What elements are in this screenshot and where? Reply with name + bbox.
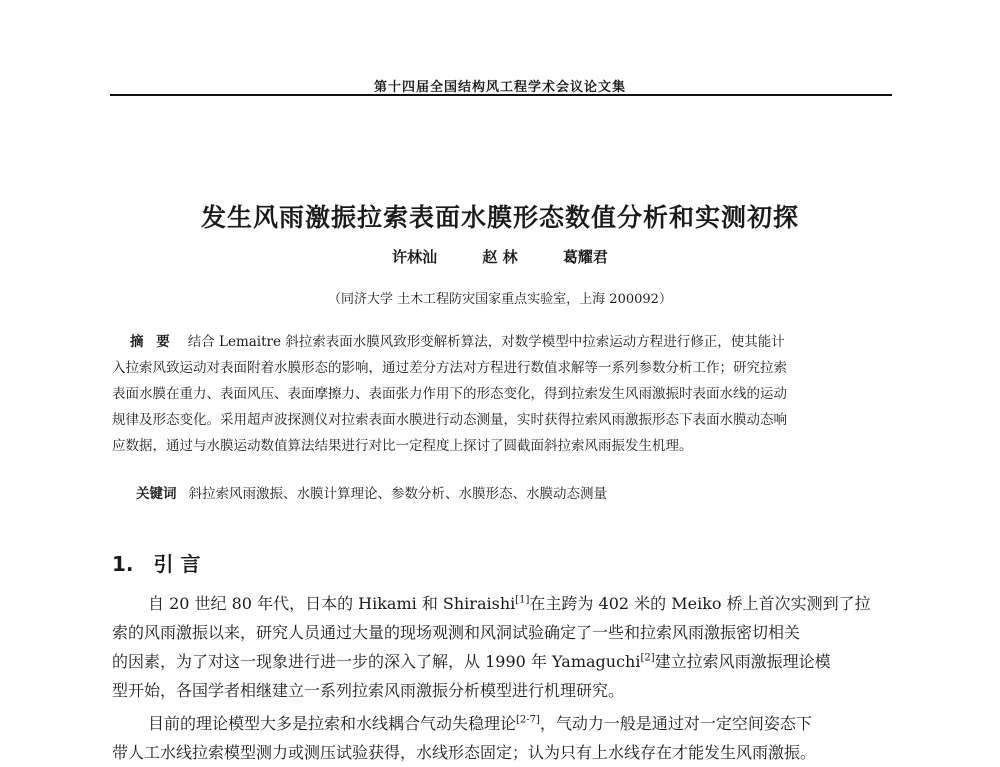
author-1: 许林汕 (392, 248, 438, 266)
author-2: 赵 林 (482, 248, 518, 266)
header-rule (110, 94, 892, 96)
keywords (136, 482, 892, 502)
para1-text: 的因素，为了对这一现象进行进一步的深入了解，从 1990 年 Yamaguchi (112, 652, 641, 671)
abstract (112, 329, 892, 459)
abstract-line-2: 入拉索风致运动对表面附着水膜形态的影响，通过差分方法对方程进行数值求解等一系列参数分析工作；研究拉索 (112, 360, 787, 376)
section-title: 引 言 (153, 552, 201, 576)
para2-text: 目前的理论模型大多是拉索和水线耦合气动失稳理论 (148, 714, 517, 733)
citation: [1] (515, 594, 530, 606)
abstract-text-1: 结合 Lemaitre 斜拉索表面水膜风致形变解析算法，对数学模型中拉索运动方程进行修正，使其能计 (187, 334, 785, 350)
para1-line-1 (112, 589, 892, 618)
abstract-label: 摘 要 (130, 334, 174, 350)
abstract-line-3: 表面水膜在重力、表面风压、表面摩擦力、表面张力作用下的形态变化，得到拉索发生风雨激振时表面水线的运动 (112, 386, 787, 402)
para1-line-4: 型开始，各国学者相继建立一系列拉索风雨激振分析模型进行机理研究。 (112, 681, 625, 700)
para1-text: 建立拉索风雨激振理论模 (654, 652, 831, 671)
para2-line-2: 带人工水线拉索模型测力或测压试验获得，水线形态固定；认为只有上水线存在才能发生风雨激振。 (112, 743, 817, 762)
paper-title: 发生风雨激振拉索表面水膜形态数值分析和实测初探 (200, 203, 799, 232)
abstract-line-5: 应数据，通过与水膜运动数值算法结果进行对比一定程度上探讨了圆截面斜拉索风雨振发生机理。 (112, 438, 693, 454)
keywords-text: 斜拉索风雨激振、水膜计算理论、参数分析、水膜形态、水膜动态测量 (188, 486, 607, 502)
abstract-line-4: 规律及形态变化。采用超声波探测仪对拉索表面水膜进行动态测量，实时获得拉索风雨激振形态下表面水膜动态响 (112, 412, 787, 428)
body-paragraph-1 (112, 589, 892, 705)
para1-line-3 (112, 647, 892, 676)
citation: [2] (640, 652, 655, 664)
running-header: 第十四届全国结构风工程学术会议论文集 (373, 80, 626, 95)
para2-text: ，气动力一般是通过对一定空间姿态下 (539, 714, 812, 733)
para2-line-1 (112, 709, 892, 738)
section-number: 1. (112, 552, 134, 576)
abstract-line-1 (112, 329, 892, 355)
affiliation: （同济大学 土木工程防灾国家重点实验室，上海 200092） (328, 292, 672, 307)
author-3: 葛耀君 (562, 248, 608, 266)
para1-text: 自 20 世纪 80 年代，日本的 Hikami 和 Shiraishi (148, 594, 516, 613)
body-paragraph-2 (112, 709, 892, 767)
section-heading (112, 548, 200, 577)
citation: [2-7] (516, 714, 540, 726)
author-list (0, 246, 1000, 267)
para1-line-2: 索的风雨激振以来，研究人员通过大量的现场观测和风洞试验确定了一些和拉索风雨激振密切相关 (112, 623, 801, 642)
keywords-label: 关键词 (136, 486, 177, 502)
para1-text: 在主跨为 402 米的 Meiko 桥上首次实测到了拉 (529, 594, 871, 613)
